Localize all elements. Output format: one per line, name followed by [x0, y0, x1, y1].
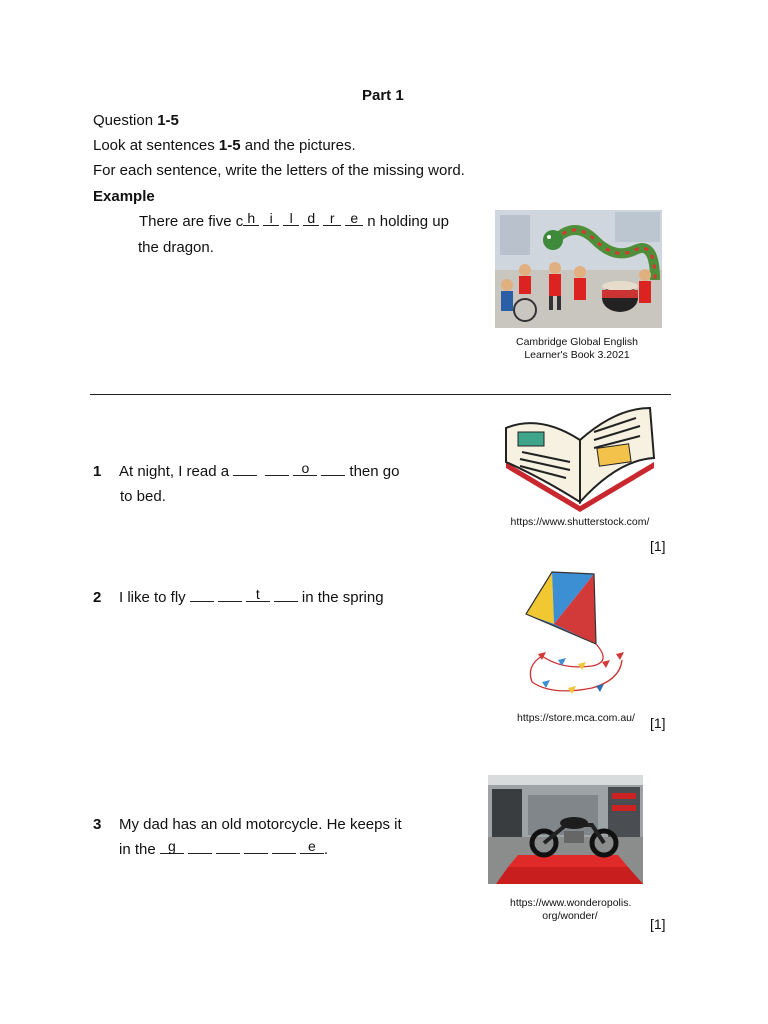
question-heading	[93, 111, 179, 131]
question-number: 2	[93, 589, 102, 606]
example-letter: e	[350, 210, 359, 226]
example-blank	[323, 212, 341, 226]
given-letter: e	[307, 838, 316, 854]
answer-blank[interactable]	[160, 840, 184, 854]
garage-motorcycle-photo	[488, 775, 643, 884]
example-blank	[345, 212, 363, 226]
question-text: in the spring	[301, 589, 384, 606]
instruction-range: 1-5	[218, 137, 241, 154]
question-1-image-caption: https://www.shutterstock.com/	[510, 516, 650, 528]
example-letter: d	[307, 210, 316, 226]
question-2-mark: [1]	[650, 715, 666, 731]
section-divider	[90, 394, 671, 395]
question-3-sentence: My dad has an old motorcycle. He keeps it	[119, 816, 402, 833]
example-text: n holding up	[367, 213, 449, 230]
given-letter: o	[301, 460, 310, 476]
answer-blank[interactable]	[293, 462, 317, 476]
question-text: then go	[349, 463, 400, 480]
example-letter: l	[289, 210, 293, 226]
example-sentence	[139, 212, 449, 232]
instruction-text: and the pictures.	[240, 137, 356, 154]
caption-line: org/wonder/	[542, 910, 598, 922]
answer-blank[interactable]	[272, 840, 296, 854]
answer-blank[interactable]	[265, 462, 289, 476]
example-heading: Example	[93, 188, 155, 205]
question-text: I like to fly	[119, 589, 186, 606]
page-title: Part 1	[362, 87, 404, 104]
question-2-sentence	[119, 588, 384, 608]
answer-blank[interactable]	[233, 462, 257, 476]
caption-line: https://www.wonderopolis.	[510, 897, 632, 909]
open-book-illustration	[500, 402, 658, 514]
answer-blank[interactable]	[218, 588, 242, 602]
answer-blank[interactable]	[300, 840, 324, 854]
answer-blank[interactable]	[216, 840, 240, 854]
question-3-line-2	[119, 840, 328, 860]
answer-blank[interactable]	[244, 840, 268, 854]
question-2-image-caption: https://store.mca.com.au/	[517, 712, 635, 724]
caption-line: Cambridge Global English	[516, 336, 638, 348]
question-number: 3	[93, 816, 102, 833]
answer-blank[interactable]	[274, 588, 298, 602]
given-letter: t	[255, 586, 260, 602]
question-3-mark: [1]	[650, 916, 666, 932]
answer-blank[interactable]	[246, 588, 270, 602]
question-prefix: Question	[93, 112, 158, 129]
instruction-line-2: For each sentence, write the letters of the missing word.	[93, 162, 465, 179]
answer-blank[interactable]	[188, 840, 212, 854]
question-1-mark: [1]	[650, 538, 666, 554]
question-3-image-caption	[510, 897, 630, 923]
question-1-sentence	[119, 462, 399, 482]
example-blank	[303, 212, 319, 226]
example-letter: r	[329, 210, 335, 226]
question-text: At night, I read a	[119, 463, 230, 480]
example-sentence-line-2: the dragon.	[138, 239, 214, 256]
answer-blank[interactable]	[321, 462, 345, 476]
given-letter: g	[167, 838, 176, 854]
kite-illustration	[512, 570, 632, 706]
question-text: in the	[119, 841, 156, 858]
caption-line: Learner's Book 3.2021	[524, 349, 630, 361]
example-text: There are five c	[139, 213, 244, 230]
dragon-dance-illustration	[495, 210, 662, 328]
question-text: .	[323, 841, 329, 858]
example-image-caption	[495, 336, 659, 362]
example-blank	[263, 212, 279, 226]
question-range: 1-5	[157, 112, 179, 129]
question-number: 1	[93, 463, 102, 480]
example-blank	[243, 212, 259, 226]
example-letter: i	[269, 210, 273, 226]
instruction-line-1	[93, 136, 356, 156]
answer-blank[interactable]	[190, 588, 214, 602]
question-1-line-2: to bed.	[120, 488, 166, 505]
example-blank	[283, 212, 299, 226]
instruction-text: Look at sentences	[93, 137, 219, 154]
example-letter: h	[247, 210, 256, 226]
